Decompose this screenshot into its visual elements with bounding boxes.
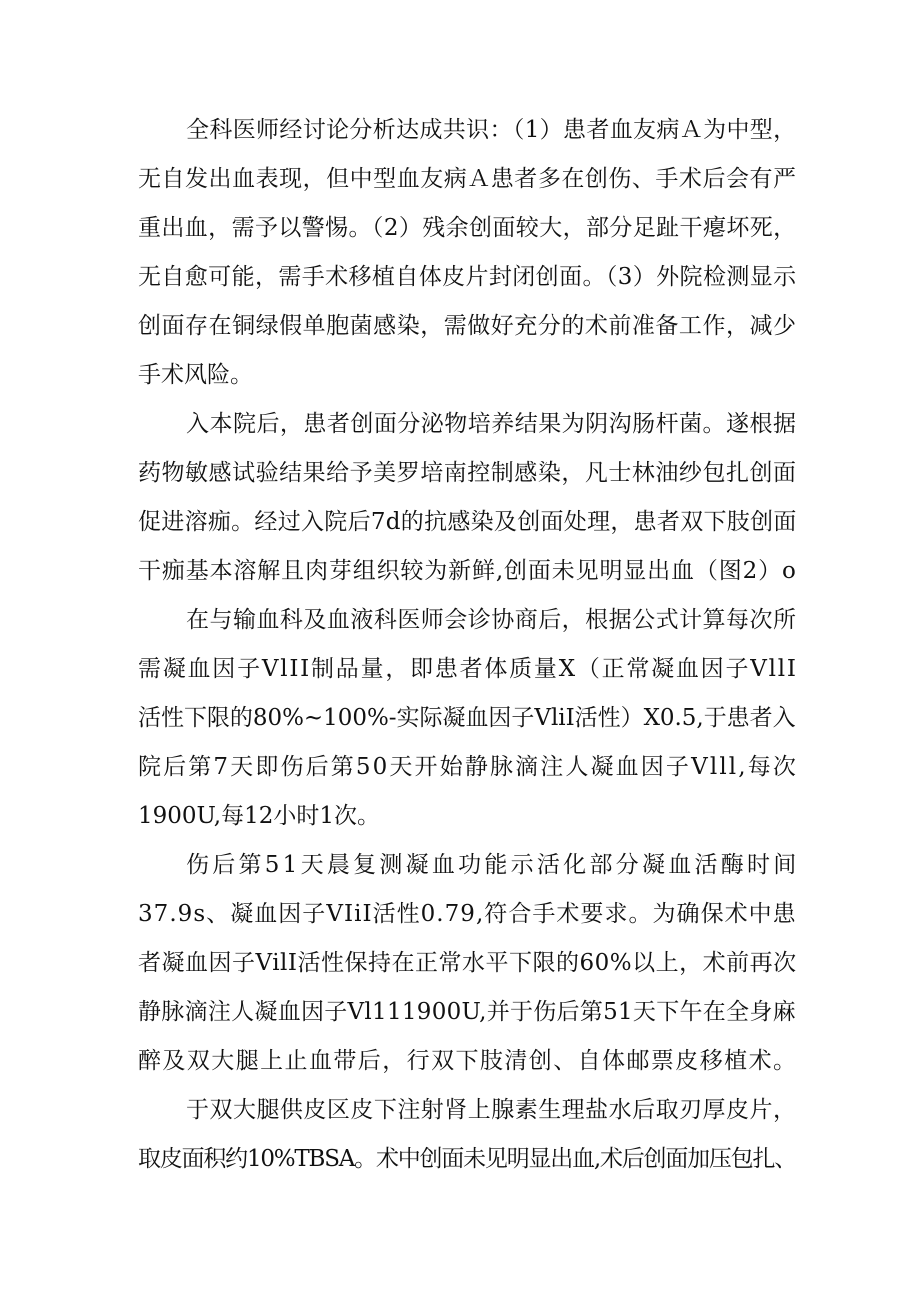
paragraph-2-line-1: 入本院后，患者创面分泌物培养结果为阴沟肠杆菌。遂根据: [186, 411, 797, 437]
paragraph-4-line-4: 静脉滴注人凝血因子Vl111900U,并于伤后第51天下午在全身麻: [138, 999, 796, 1025]
paragraph-4-line-5: 醉及双大腿上止血带后，行双下肢清创、自体邮票皮移植术。: [138, 1048, 798, 1074]
paragraph-3-line-1: 在与输血科及血液科医师会诊协商后，根据公式计算每次所: [186, 607, 797, 633]
paragraph-5-line-2: 取皮面积约10%TBSA。术中创面未见明显出血,术后创面加压包扎、: [138, 1146, 797, 1172]
paragraph-4-line-3: 者凝血因子VilI活性保持在正常水平下限的60%以上，术前再次: [138, 950, 797, 976]
paragraph-1-line-4: 无自愈可能，需手术移植自体皮片封闭创面。（3）外院检测显示: [138, 264, 797, 290]
paragraph-1-line-6: 手术风险。: [138, 362, 253, 388]
paragraph-4-line-2: 37.9s、凝血因子VIiI活性0.79,符合手术要求。为确保术中患: [138, 901, 797, 927]
paragraph-3-line-3: 活性下限的80%~100%-实际凝血因子VliI活性）X0.5,于患者入: [138, 705, 796, 731]
paragraph-2-line-4: 干痂基本溶解且肉芽组织较为新鲜,创面未见明显出血（图2）o: [138, 558, 797, 584]
paragraph-3-line-2: 需凝血因子VlII制品量，即患者体质量X（正常凝血因子VllI: [138, 656, 798, 682]
paragraph-3-line-4: 院后第7天即伤后第50天开始静脉滴注人凝血因子Vlll,每次: [138, 754, 799, 780]
paragraph-5-line-1: 于双大腿供皮区皮下注射肾上腺素生理盐水后取刃厚皮片，: [186, 1097, 797, 1123]
paragraph-1-line-2: 无自发出血表现，但中型血友病Ａ患者多在创伤、手术后会有严: [138, 166, 797, 192]
paragraph-3-line-5: 1900U,每12小时1次。: [138, 803, 381, 829]
paragraph-4-line-1: 伤后第51天晨复测凝血功能示活化部分凝血活酶时间: [186, 852, 800, 878]
paragraph-1-line-5: 创面存在铜绿假单胞菌感染，需做好充分的术前准备工作，减少: [138, 313, 797, 339]
paragraph-1-line-1: 全科医师经讨论分析达成共识：（1）患者血友病Ａ为中型，: [186, 117, 797, 143]
paragraph-2-line-2: 药物敏感试验结果给予美罗培南控制感染，凡士林油纱包扎创面: [138, 460, 797, 486]
paragraph-2-line-3: 促进溶痂。经过入院后7d的抗感染及创面处理，患者双下肢创面: [138, 509, 797, 535]
paragraph-1-line-3: 重出血，需予以警惕。（2）残余创面较大，部分足趾干瘪坏死，: [138, 215, 797, 241]
